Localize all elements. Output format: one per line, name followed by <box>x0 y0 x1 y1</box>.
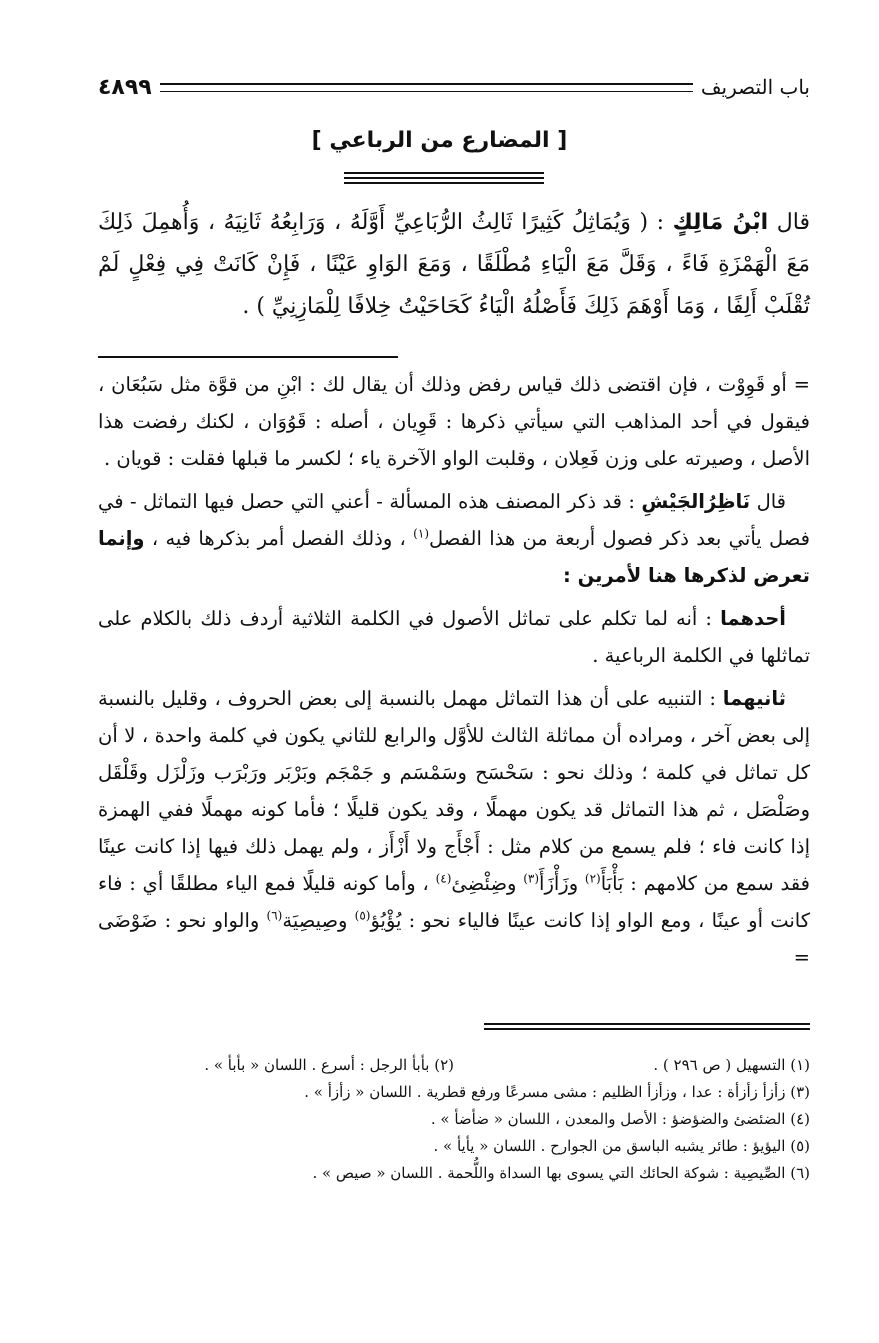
footnote-ref-6: (٦) <box>266 908 283 923</box>
running-header <box>98 72 810 102</box>
commentary-text <box>98 366 810 982</box>
footnote-6: (٦) الصِّيصِية : شوكة الحائك التي يسوى بها السداة واللُّحمة . اللسان « صيص » . <box>312 1164 810 1182</box>
paragraph-3 <box>98 600 810 674</box>
paragraph-2-bold: وإنما تعرض لذكرها هنا لأمرين : <box>98 527 810 587</box>
paragraph-1-text: أو قَوِوْت ، فإن اقتضى ذلك قياس رفض وذلك أن يقال لك : ابْنِ من قوَّة مثل سَبُعَان ، فيقول في أحد المذاهب التي سيأتي ذكرها : قَوِيان ، أصله : قَوُوَان ، لكنك رفضت هذا الأصل ، وصيرته على وزن فَعِلان ، وقلبت الواو الآخرة ياء ؛ لكسر ما قبلها فقلت : قويان . <box>98 373 810 470</box>
paragraph-2-text-a: : قد ذكر المصنف هذه المسألة - أعني التي حصل فيها التماثل - في فصل يأتي بعد ذكر فصول أربعة من هذا الفصل <box>98 490 811 550</box>
footnote-ref-2: (٢) <box>584 871 601 886</box>
chapter-title: باب التصريف <box>700 75 810 99</box>
paragraph-4 <box>98 680 810 976</box>
title-underline <box>344 172 544 187</box>
matn-author: ابْنُ مَالِكٍ <box>672 210 769 235</box>
footnote-4: (٤) الضئضئ والضؤضؤ : الأصل والمعدن ، اللسان « ضأضأ » . <box>430 1110 810 1128</box>
second-reason-label: ثانيهما <box>722 687 786 710</box>
footnote-5: (٥) اليؤيؤ : طائر يشبه الباسق من الجوارح . اللسان « يأيأ » . <box>433 1137 810 1155</box>
footnote-ref-5: (٥) <box>354 908 371 923</box>
matn-lead: قال <box>776 210 810 235</box>
footnote-1: (١) التسهيل ( ص ٢٩٦ ) . <box>653 1056 810 1074</box>
paragraph-2 <box>98 483 810 594</box>
page-number: ٤٨٩٩ <box>98 74 152 100</box>
paragraph-1 <box>98 366 810 477</box>
matn-text <box>98 202 810 328</box>
section-title: [ المضارع من الرباعي ] <box>311 128 568 153</box>
footnote-separator <box>484 1023 810 1033</box>
paragraph-4-text-f: والواو نحو : ضَوْضَى <box>98 909 260 932</box>
footnote-row-1-2 <box>98 1052 810 1079</box>
footnote-ref-3: (٣) <box>523 871 540 886</box>
footnote-ref-4: (٤) <box>435 871 452 886</box>
header-rule <box>160 83 693 92</box>
continuation-mark-end: = <box>793 946 810 969</box>
paragraph-4-text-a: : التنبيه على أن هذا التماثل مهمل بالنسبة إلى بعض الحروف ، وقليل بالنسبة إلى بعض آخر ، ومراده أن مماثلة الثالث للأوَّل والرابع للثاني يكون في كلمة واحدة ، لا أن كل تماثل في كلمة ؛ وذلك نحو : سَحْسَح وسَمْسَم و جَمْجَم وبَرْبَر ورَبْرَب وزَلْزَل وقَلْقَل وصَلْصَل ، ثم هذا التماثل قد يكون مهملًا ، وقد يكون قليلًا ؛ فأما كونه مهملًا ففي الهمزة إذا كانت فاء ؛ فلم يسمع من كلام مثل : أَجْأَج ولا أَزْأَز ، ولم يهمل ذلك فيها إذا كانت عينًا فقد سمع من كلامهم : بَأْبَأَ <box>98 687 810 895</box>
paragraph-3-text: : أنه لما تكلم على تماثل الأصول في الكلمة الثلاثية أردف ذلك بالكلام على تماثلها في الكلمة الرباعية . <box>98 607 810 667</box>
paragraph-4-text-c: وضِئْضِئ <box>451 872 517 895</box>
commentator-name: نَاظِرُالجَيْشِ <box>641 490 751 513</box>
matn-body: : ( وَيُمَاثِلُ كَثِيرًا ثَالِثُ الرُّبَاعِيِّ أَوَّلَهُ ، وَرَابِعُهُ ثَانِيَهُ ، وَأُهمِلَ ذَلِكَ مَعَ الْهَمْزَةِ فَاءً ، وَقَلَّ مَعَ الْيَاءِ مُطْلَقًا ، وَمَعَ الوَاوِ عَيْنًا ، فَإِنْ كَانَتْ فِي فِعْلٍ لَمْ تُقْلَبْ أَلِفًا ، وَمَا أَوْهَمَ ذَلِكَ فَأَصْلُهُ الْيَاءُ كَحَاحَيْتُ خِلافًا لِلْمَازِنِيِّ ) . <box>98 210 810 319</box>
footnotes <box>98 1052 810 1187</box>
footnote-3: (٣) زأزأ زأزأة : عدا ، وزأزأ الظليم : مشى مسرعًا ورفع قطرية . اللسان « زأزأ » . <box>304 1083 810 1101</box>
first-reason-label: أحدهما <box>720 607 786 630</box>
footnote-2: (٢) بأبأ الرجل : أسرع . اللسان « بأبأ » . <box>204 1056 454 1074</box>
continuation-mark: = <box>793 373 810 396</box>
paragraph-4-text-d: ، وأما كونه قليلًا فمع الياء مطلقًا أي : فاء كانت أو عينًا ، ومع الواو إذا كانت عينًا فالياء نحو : يُؤْيُؤ <box>98 872 810 932</box>
footnote-ref-1: (١) <box>413 526 429 541</box>
paragraph-4-text-b: وزَأْزَأَ <box>539 872 579 895</box>
paragraph-2-text-b: ، وذلك الفصل أمر بذكرها فيه ، <box>151 527 406 550</box>
paragraph-2-lead: قال <box>756 490 786 513</box>
matn-separator <box>98 356 398 358</box>
paragraph-4-text-e: وصِيصِيَة <box>282 909 348 932</box>
